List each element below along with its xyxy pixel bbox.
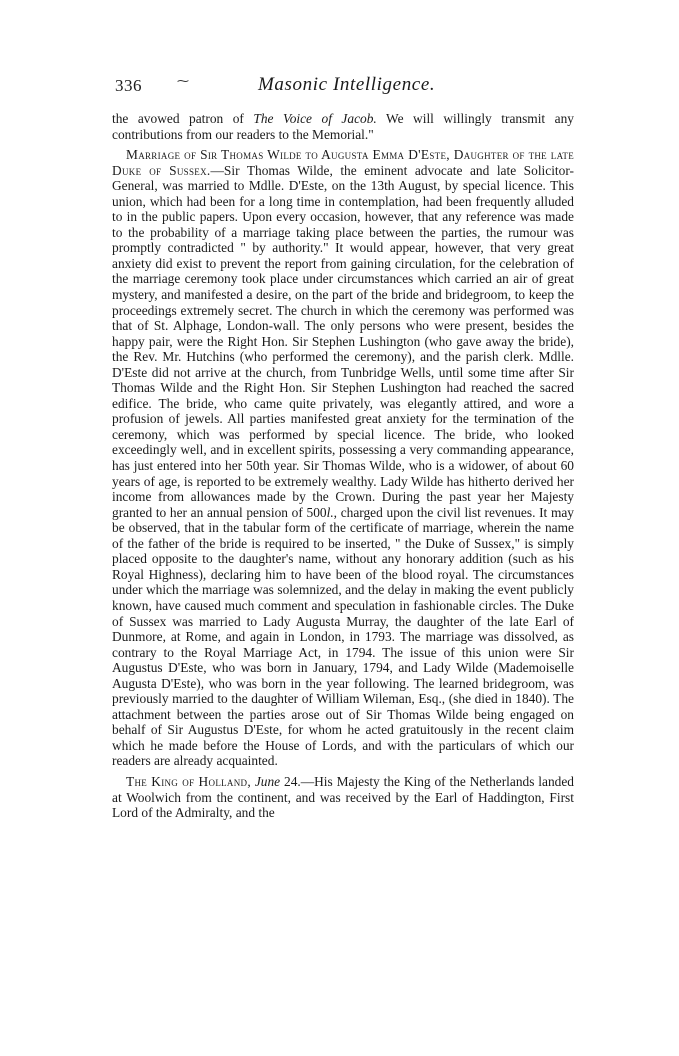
page-header [115,76,570,106]
text-run: , charged upon the civil list revenues. It may be observed, that in the tabular form of the certificate of marriage, wherein the name of the father of the bride is required to be inserted, " the Duke of Sussex," is simply placed opposite to the daughter's name, without any honorary addition (such as his Royal Highness), declaring him to have been of the blood royal. The circumstances under which the marriage was solemnized, and the delay in making the event publicly known, have caused much comment and speculation in fashionable circles. The Duke of Sussex was married to Lady Augusta Murray, the daughter of the late Earl of Dunmore, at Rome, and again in London, in 1793. The marriage was dissolved, as contrary to the Royal Marriage Act, in 1794. The issue of this union were Sir Augustus D'Este, who was born in January, 1794, and Lady Wilde (Mademoiselle Augusta D'Este), who was born in the year following. The learned bridegroom, was previously married to the daughter of William Wileman, Esq., (she died in 1840). The attachment between the parties arose out of Sir Thomas Wilde being engaged on behalf of Sir Augustus D'Este, for whom he acted gratuitously in the recent claim which he made before the House of Lords, and with the particulars of which our readers are already acquainted. [112,504,574,769]
date-label: June [254,773,281,789]
publication-title: The Voice of Jacob. [253,111,377,126]
running-title: Masonic Intelligence. [258,74,436,95]
page-number: 336 [115,76,142,95]
currency-mark: l. [326,504,334,520]
section-heading: Marriage of Sir Thomas Wilde to Augusta Emma D'Este, Daughter of the late Duke of Sussex. [112,147,574,178]
text-run: 24.—His Majesty the King of the Netherlands landed at Woolwich from the continent, and was received by the Earl of Haddington, First Lord of the Admiralty, and the [112,773,574,821]
text-run: We will willingly transmit any contributions from our readers to the Memorial." [112,111,574,142]
section-heading: The King of Holland, [126,773,251,789]
text-run: —Sir Thomas Wilde, the eminent advocate and late Solicitor-General, was married to Mdlle. D'Este, on the 13th August, by special licence. This union, which had been for a long time in contemplation, had been frequently alluded to in the public papers. Upon every occasion, however, that any reference was made to the probability of a marriage taking place between the parties, the rumour was promptly contradicted " by authority." It would appear, however, that very great anxiety did exist to prevent the report from gaining circulation, for the celebration of the marriage ceremony took place under circumstances which carried an air of great mystery, and manifested a desire, on the part of the bride and bridegroom, to keep the proceedings extremely secret. The church in which the ceremony was performed was that of St. Alphage, London-wall. The only persons who were present, besides the happy pair, were the Right Hon. Sir Stephen Lushington (who gave away the bride), the Rev. Mr. Hutchins (who performed the ceremony), and the parish clerk. Mdlle. D'Este did not arrive at the church, from Tunbridge Wells, until some time after Sir Thomas Wilde and the Right Hon. Sir Stephen Lushington had reached the sacred edifice. The bride, who came quite privately, was elegantly attired, and wore a profusion of jewels. All parties manifested great anxiety for the termination of the ceremony, which was performed by special licence. The bride, who looked exceedingly well, and in excellent spirits, possessing a very commanding appearance, has just entered into her 50th year. Sir Thomas Wilde, who is a widower, of about 60 years of age, is reported to be extremely wealthy. Lady Wilde has hitherto derived her income from allowances made by the Crown. During the past year her Majesty granted to her an annual pension of 500 [112,162,574,520]
paragraph-continuation [112,111,574,142]
ornament-glyph: ⁓ [177,74,189,88]
paragraph-wilde-marriage [112,147,574,769]
paragraph-king-of-holland [112,774,574,821]
text-run: the avowed patron of [112,111,254,126]
article-body [112,111,574,821]
